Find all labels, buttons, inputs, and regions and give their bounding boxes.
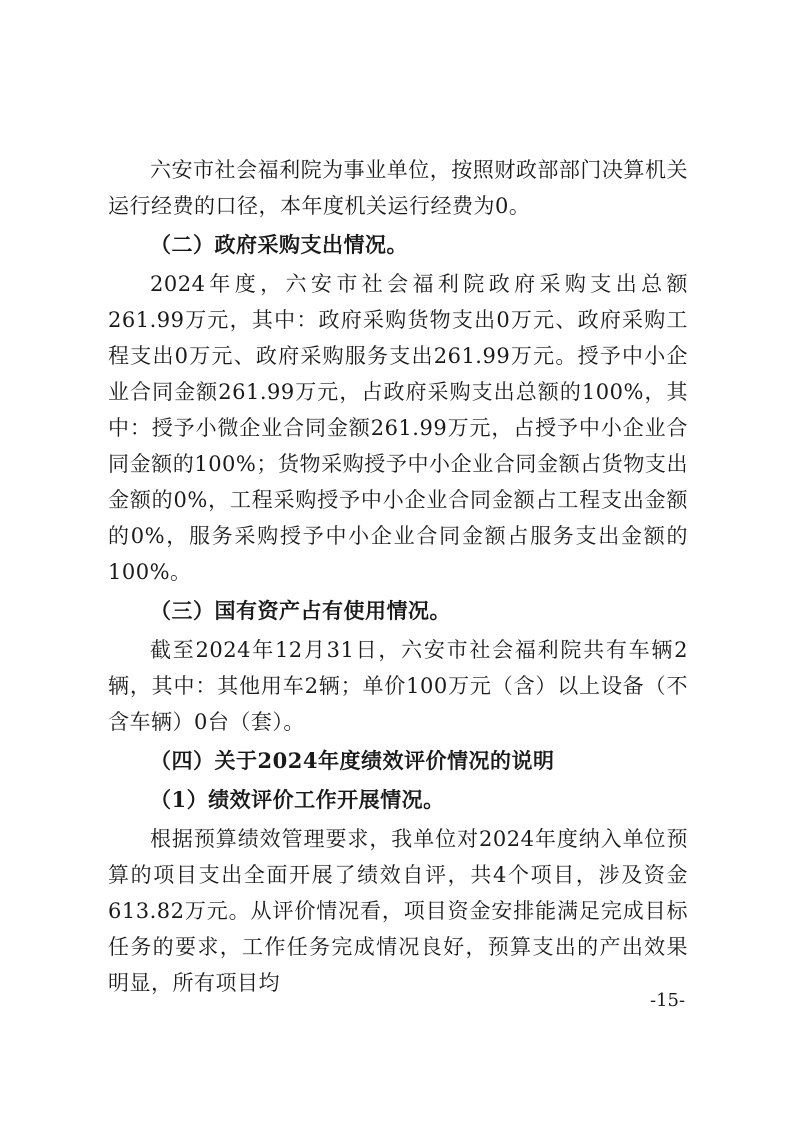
- page-number: -15-: [650, 990, 686, 1011]
- document-body: [108, 152, 688, 1004]
- paragraph-state-assets: 截至2024年12月31日，六安市社会福利院共有车辆2辆，其中：其他用车2辆；单价100万元（含）以上设备（不含车辆）0台（套）。: [108, 638, 688, 734]
- paragraph-operating-expenses: 六安市社会福利院为事业单位，按照财政部部门决算机关运行经费的口径，本年度机关运行经费为0。: [108, 158, 688, 218]
- heading-state-assets: （三）国有资产占有使用情况。: [150, 598, 451, 623]
- heading-government-procurement: （二）政府采购支出情况。: [150, 232, 408, 257]
- heading-performance-evaluation: （四）关于2024年度绩效评价情况的说明: [150, 748, 555, 773]
- paragraph-evaluation-work: 根据预算绩效管理要求，我单位对2024年度纳入单位预算的项目支出全面开展了绩效自评，共4个项目，涉及资金613.82万元。从评价情况看，项目资金安排能满足完成目标任务的要求，工作任务完成情况良好，预算支出的产出效果明显，所有项目均: [108, 827, 688, 995]
- heading-evaluation-work: （1）绩效评价工作开展情况。: [150, 787, 445, 812]
- paragraph-government-procurement: 2024年度，六安市社会福利院政府采购支出总额261.99万元，其中：政府采购货物支出0万元、政府采购工程支出0万元、政府采购服务支出261.99万元。授予中小企业合同金额261.99万元，占政府采购支出总额的100%，其中：授予小微企业合同金额261.99万元，占授予中小企业合同金额的100%；货物采购授予中小企业合同金额占货物支出金额的0%，工程采购授予中小企业合同金额占工程支出金额的0%，服务采购授予中小企业合同金额占服务支出金额的100%。: [108, 272, 688, 584]
